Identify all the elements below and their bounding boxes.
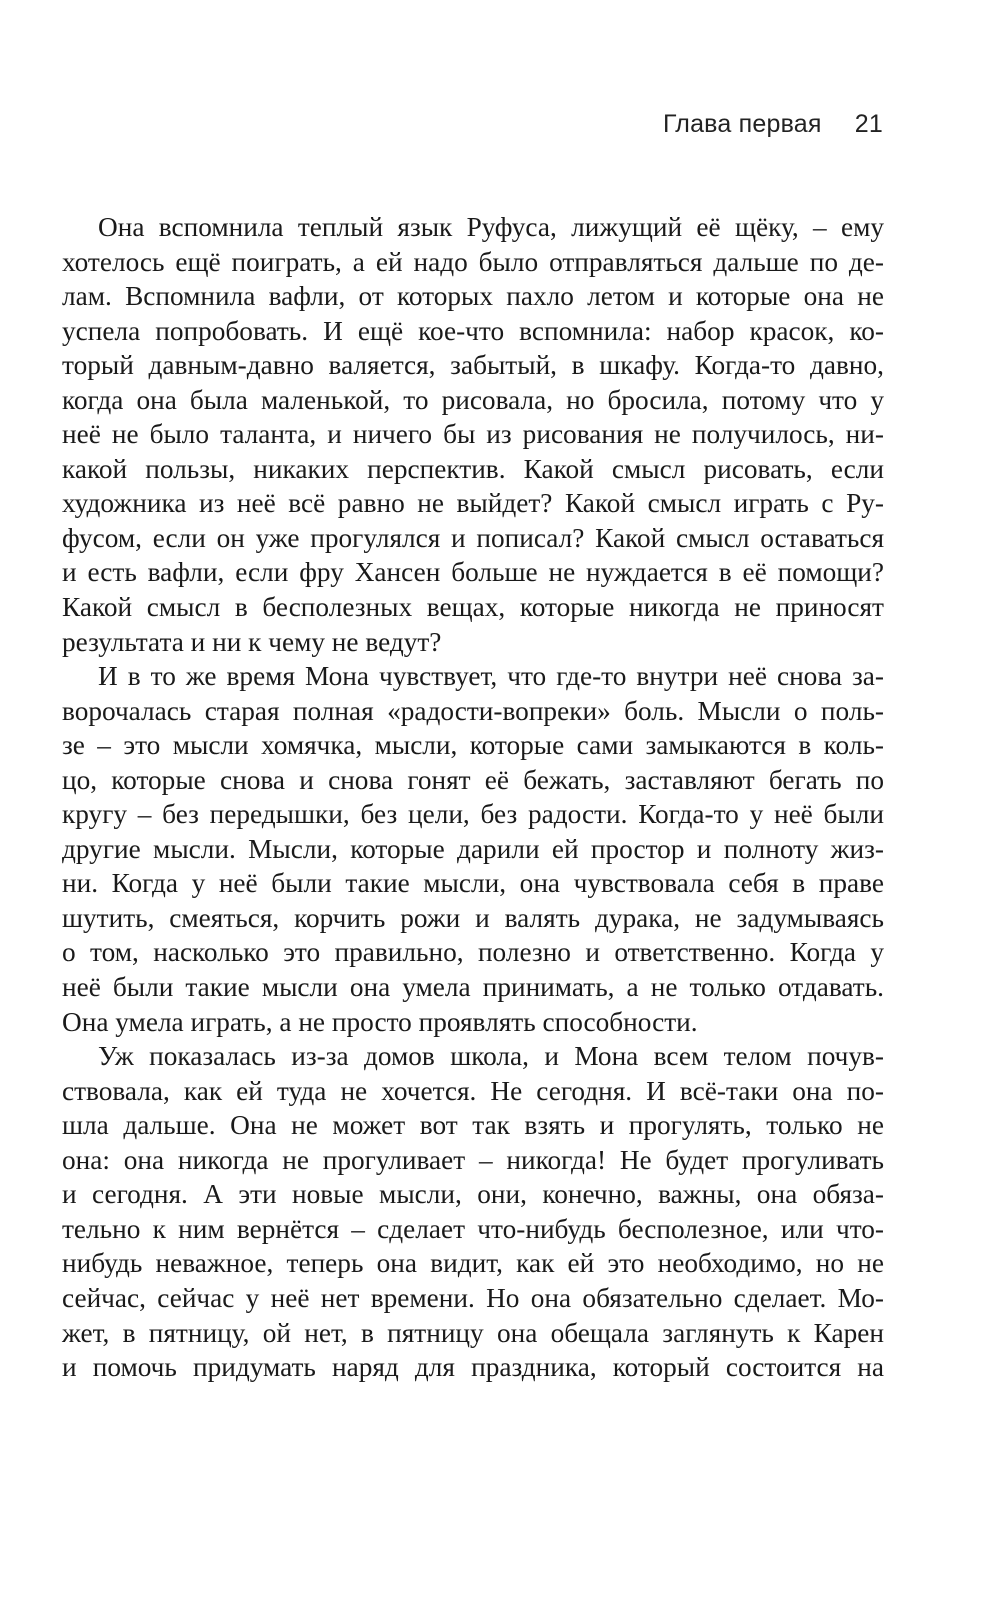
chapter-title: Глава первая: [662, 110, 822, 138]
text-line: Она умела играть, а не просто проявлять способности.: [62, 1006, 698, 1037]
running-header: [663, 110, 883, 139]
text-line: результата и ни к чему не ведут?: [62, 626, 442, 657]
text-line: о том, насколько это правильно, полезно и ответственно. Когда у: [62, 937, 884, 968]
text-line: кругу – без передышки, без цели, без радости. Когда-то у неё были: [62, 799, 884, 830]
text-line: Уж показалась из-за домов школа, и Мона всем телом почув-: [98, 1041, 884, 1072]
text-line: Она вспомнила теплый язык Руфуса, лижущий её щёку, – ему: [98, 212, 884, 242]
text-line: тельно к ним вернётся – сделает что-нибудь бесполезное, или что-: [62, 1213, 884, 1244]
text-line: нибудь неважное, теперь она видит, как ей это необходимо, но не: [62, 1248, 884, 1279]
text-line: и сегодня. А эти новые мысли, они, конечно, важны, она обяза-: [62, 1179, 884, 1210]
text-line: художника из неё всё равно не выйдет? Какой смысл играть с Ру-: [62, 488, 884, 519]
text-line: торый давным-давно валяется, забытый, в шкафу. Когда-то давно,: [62, 350, 884, 381]
text-line: фусом, если он уже прогулялся и пописал? Какой смысл оставаться: [62, 522, 884, 553]
text-line: ворочалась старая полная «радости-вопреки» боль. Мысли о поль-: [62, 695, 884, 726]
text-line: и есть вафли, если фру Хансен больше не нуждается в её помощи?: [62, 557, 884, 588]
text-line: неё не было таланта, и ничего бы из рисования не получилось, ни-: [62, 419, 884, 450]
paragraph-2: [62, 659, 884, 1039]
text-line: жет, в пятницу, ой нет, в пятницу она обещала заглянуть к Карен: [62, 1317, 884, 1348]
text-line: Какой смысл в бесполезных вещах, которые никогда не приносят: [62, 592, 884, 623]
text-line: цо, которые снова и снова гонят её бежать, заставляют бегать по: [62, 764, 884, 795]
body-text: [62, 210, 884, 1385]
text-line: шутить, смеяться, корчить рожи и валять дурака, не задумываясь: [62, 902, 884, 933]
text-line: шла дальше. Она не может вот так взять и прогулять, только не: [62, 1110, 884, 1141]
text-line: когда она была маленькой, то рисовала, но бросила, потому что у: [62, 384, 884, 415]
page-number: 21: [854, 110, 883, 138]
text-line: лам. Вспомнила вафли, от которых пахло летом и которые она не: [62, 281, 884, 312]
text-line: и помочь придумать наряд для праздника, который состоится на: [62, 1352, 884, 1383]
text-line: сейчас, сейчас у неё нет времени. Но она обязательно сделает. Мо-: [62, 1282, 884, 1313]
text-line: хотелось ещё поиграть, а ей надо было отправляться дальше по де-: [62, 246, 884, 277]
text-line: другие мысли. Мысли, которые дарили ей простор и полноту жиз-: [62, 833, 884, 864]
text-line: ствовала, как ей туда не хочется. Не сегодня. И всё-таки она по-: [62, 1075, 884, 1106]
text-line: ни. Когда у неё были такие мысли, она чувствовала себя в праве: [62, 868, 884, 899]
paragraph-3: [62, 1039, 884, 1384]
paragraph-1: [62, 210, 884, 659]
text-line: успела попробовать. И ещё кое-что вспомнила: набор красок, ко-: [62, 315, 884, 346]
text-line: какой пользы, никаких перспектив. Какой смысл рисовать, если: [62, 453, 884, 484]
text-line: неё были такие мысли она умела принимать, а не только отдавать.: [62, 972, 884, 1003]
text-line: И в то же время Мона чувствует, что где-то внутри неё снова за-: [98, 661, 884, 692]
text-line: зе – это мысли хомячка, мысли, которые сами замыкаются в коль-: [62, 730, 884, 761]
text-line: она: она никогда не прогуливает – никогда! Не будет прогуливать: [62, 1144, 884, 1175]
